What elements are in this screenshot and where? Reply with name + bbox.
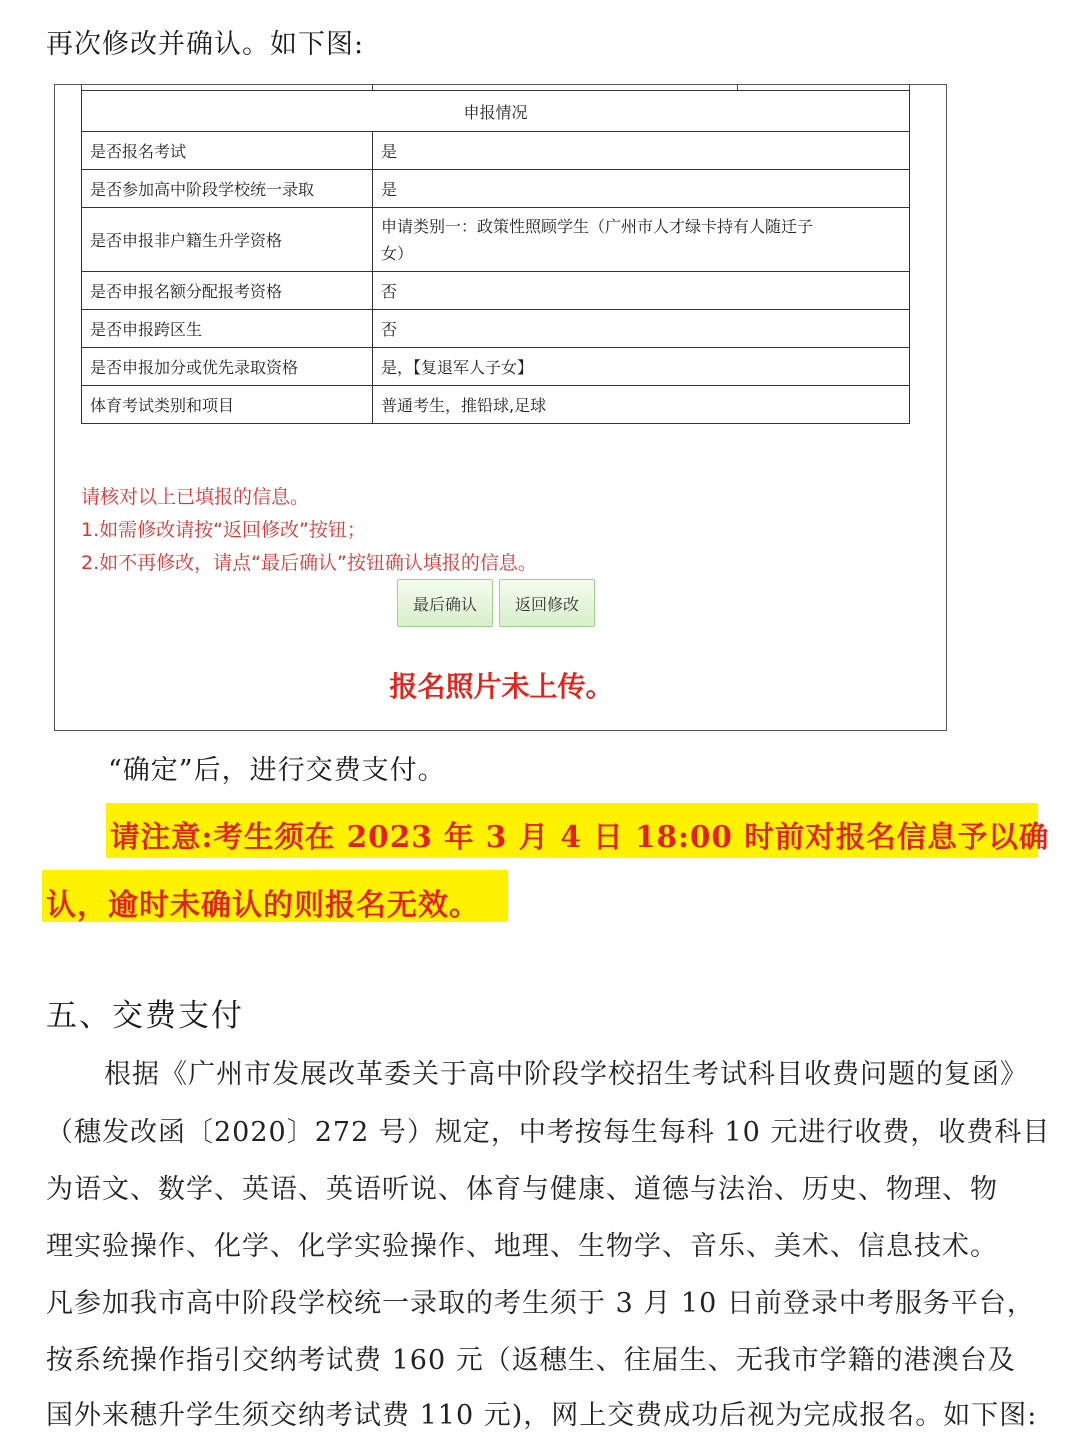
intro-text: 再次修改并确认。如下图: — [46, 29, 365, 60]
final-confirm-button[interactable]: 最后确认 — [397, 579, 493, 627]
paragraph-line: 凡参加我市高中阶段学校统一录取的考生须于 3 月 10 日前登录中考服务平台， — [46, 1288, 1035, 1319]
table-title: 申报情况 — [82, 91, 910, 132]
row-value-line1: 申请类别一：政策性照顾学生（广州市人才绿卡持有人随迁子 — [381, 216, 814, 236]
row-value: 否 — [373, 310, 910, 348]
row-label: 是否申报跨区生 — [82, 310, 373, 348]
row-value: 是 — [373, 170, 910, 208]
embedded-screenshot — [54, 84, 947, 731]
paragraph-line: 为语文、数学、英语、英语听说、体育与健康、道德与法治、历史、物理、物 — [46, 1174, 998, 1205]
back-edit-button[interactable]: 返回修改 — [499, 579, 595, 627]
table-row — [82, 208, 910, 272]
table-row — [82, 170, 910, 208]
after-confirm-text: “确定”后，进行交费支付。 — [108, 755, 446, 786]
paragraph-line: （穗发改函〔2020〕272 号）规定，中考按每生每科 10 元进行收费，收费科目 — [46, 1117, 1051, 1148]
note-line: 1.如需修改请按“返回修改”按钮； — [81, 519, 366, 541]
row-value: 是，【复退军人子女】 — [373, 348, 910, 386]
table-row — [82, 348, 910, 386]
paragraph-line: 国外来穗升学生须交纳考试费 110 元)，网上交费成功后视为完成报名。如下图: — [46, 1400, 1038, 1431]
note-line: 请核对以上已填报的信息。 — [81, 486, 310, 508]
section-title: 五、交费支付 — [46, 998, 244, 1034]
row-label: 是否申报加分或优先录取资格 — [82, 348, 373, 386]
row-value: 否 — [373, 272, 910, 310]
table-row — [82, 132, 910, 170]
row-label: 是否申报非户籍生升学资格 — [82, 208, 373, 272]
paragraph-line: 理实验操作、化学、化学实验操作、地理、生物学、音乐、美术、信息技术。 — [46, 1231, 998, 1262]
row-label: 是否参加高中阶段学校统一录取 — [82, 170, 373, 208]
row-value: 普通考生，推铅球,足球 — [373, 386, 910, 424]
notice-line2: 认，逾时未确认的则报名无效。 — [46, 888, 480, 923]
paragraph-line: 根据《广州市发展改革委关于高中阶段学校招生考试科目收费问题的复函》 — [104, 1059, 1028, 1090]
row-value — [373, 208, 910, 272]
notice-line1: 请注意:考生须在 2023 年 3 月 4 日 18:00 时前对报名信息予以确 — [110, 819, 1050, 854]
row-label: 是否报名考试 — [82, 132, 373, 170]
row-label: 体育考试类别和项目 — [82, 386, 373, 424]
row-value-line2: 女） — [381, 243, 414, 263]
row-label: 是否申报名额分配报考资格 — [82, 272, 373, 310]
table-row — [82, 272, 910, 310]
row-value: 是 — [373, 132, 910, 170]
declaration-table — [81, 90, 910, 424]
paragraph-line: 按系统操作指引交纳考试费 160 元（返穗生、往届生、无我市学籍的港澳台及 — [46, 1345, 1016, 1376]
table-row — [82, 386, 910, 424]
note-line: 2.如不再修改，请点“最后确认”按钮确认填报的信息。 — [81, 552, 537, 574]
verification-notes — [81, 481, 537, 580]
table-row — [82, 310, 910, 348]
photo-warning: 报名照片未上传。 — [389, 670, 614, 703]
